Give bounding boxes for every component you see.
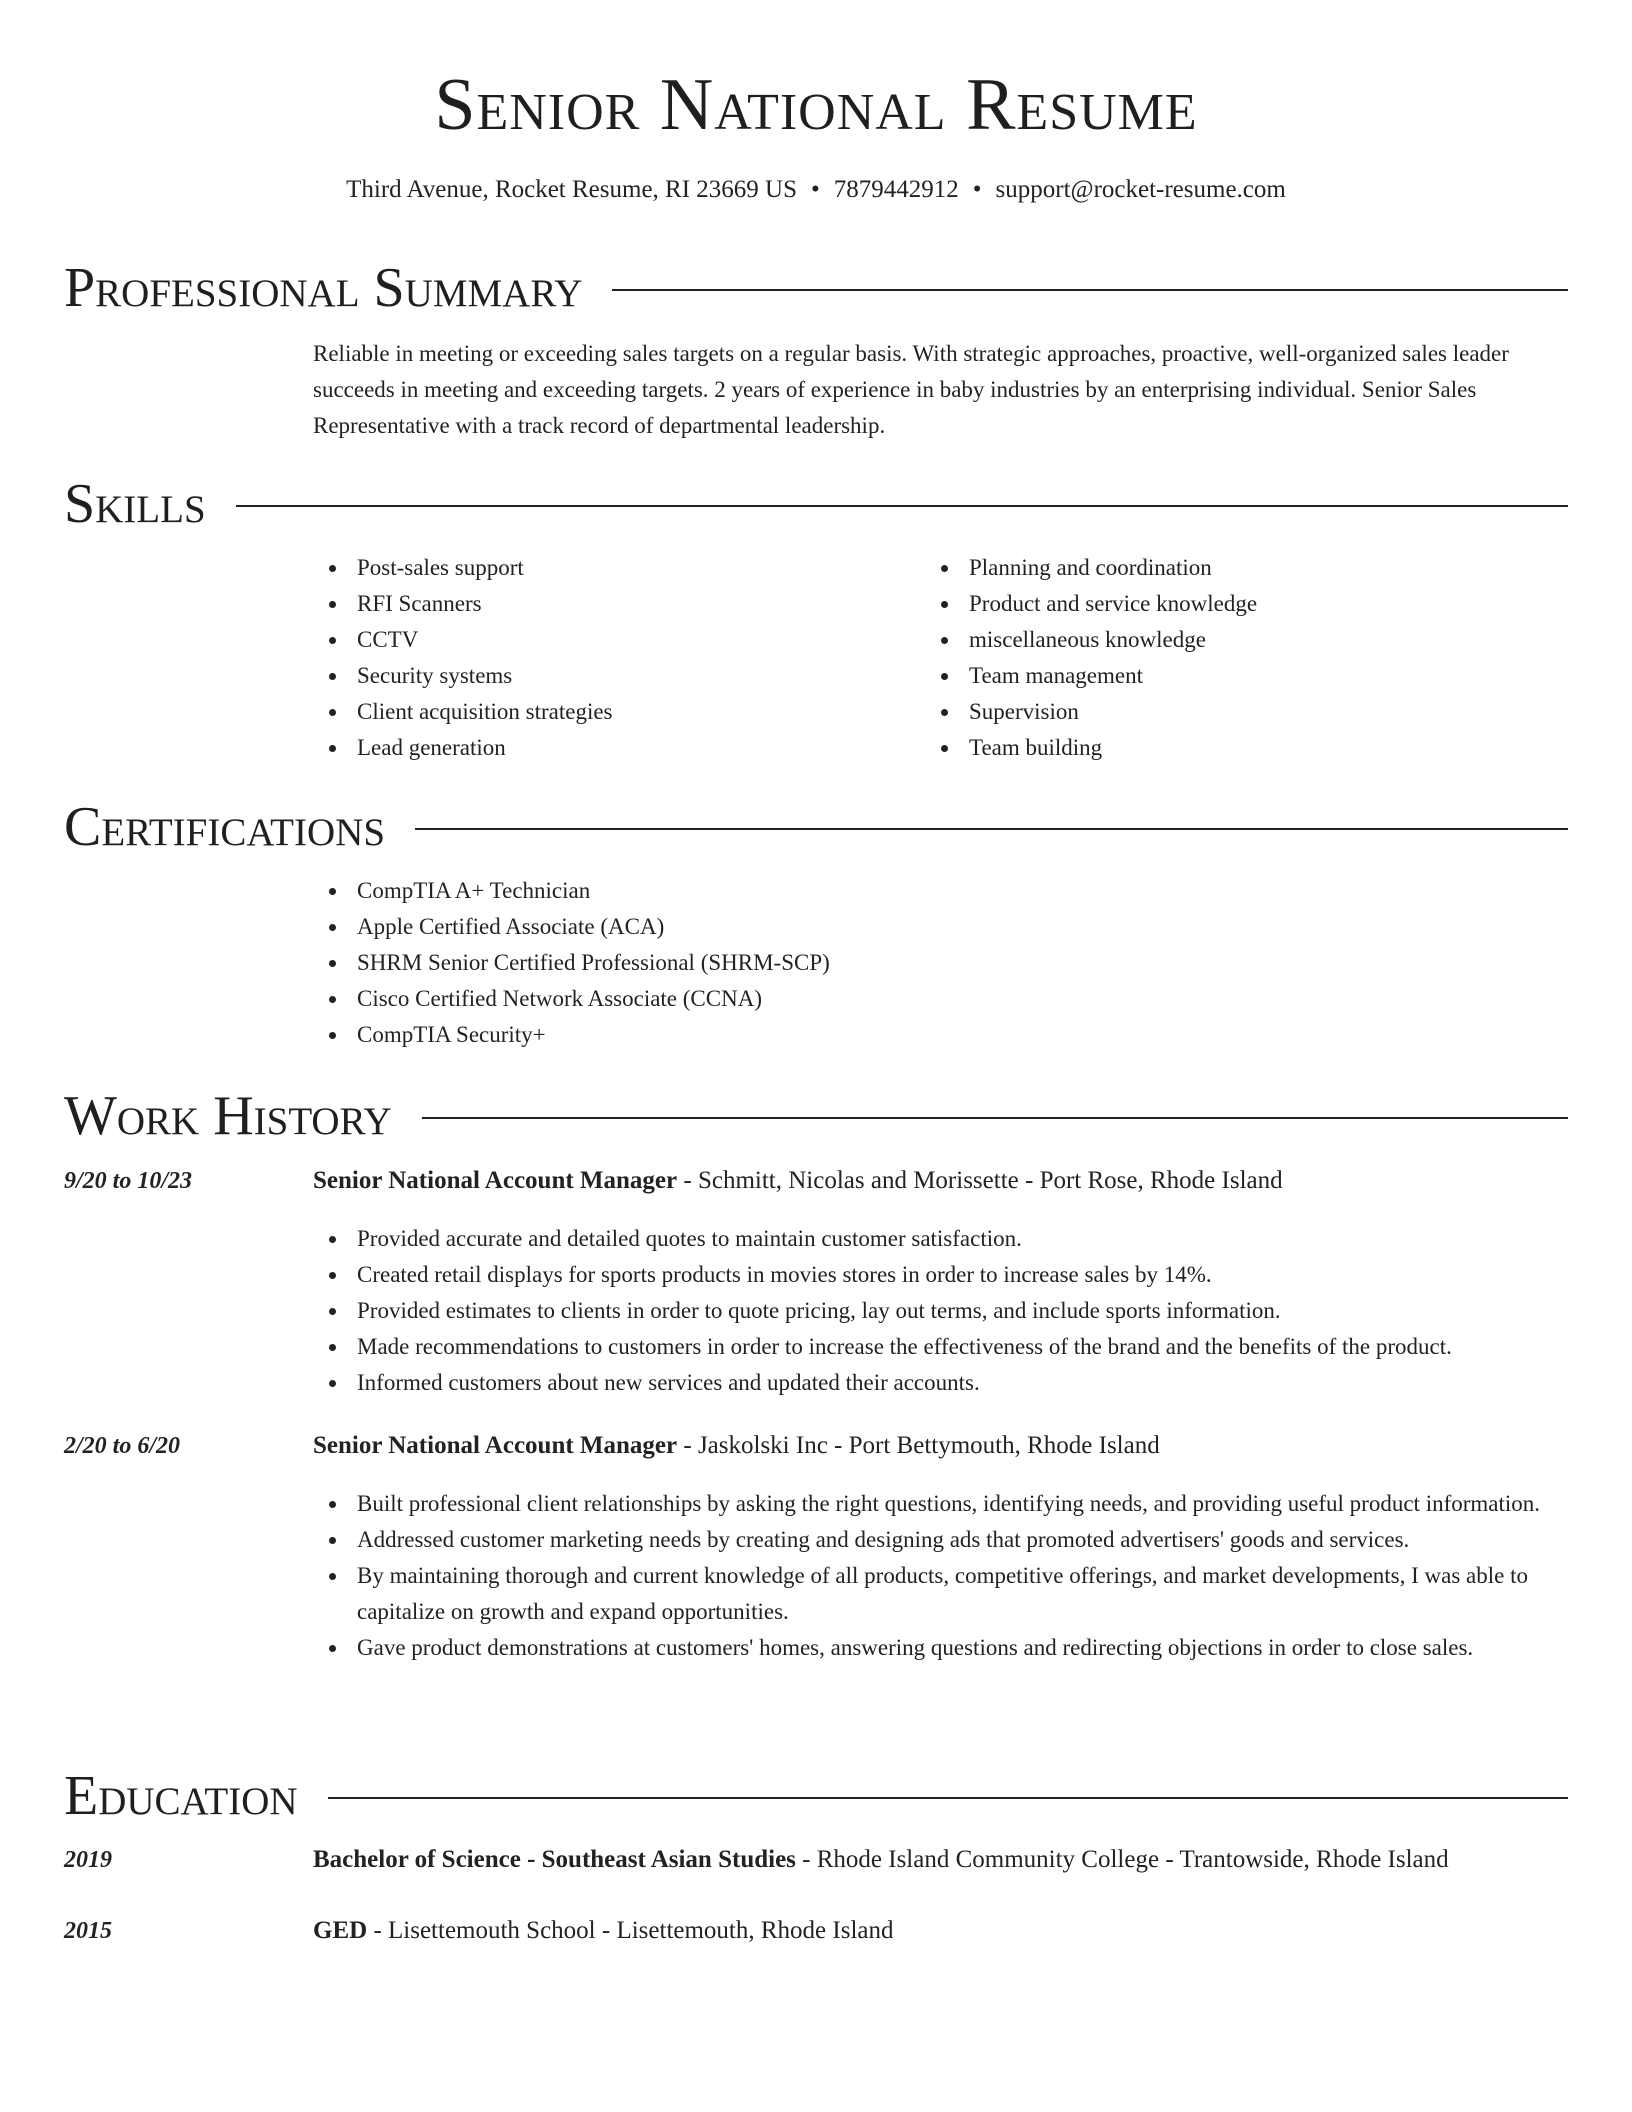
skill-item: Supervision	[925, 694, 1565, 730]
education-school-location: - Rhode Island Community College - Trantowside, Rhode Island	[795, 1846, 1449, 1873]
job-duty-item: By maintaining thorough and current knowledge of all products, competitive offerings, and market developments, I was able to capitalize on growth and expand opportunities.	[313, 1558, 1568, 1630]
job-title: Senior National Account Manager	[313, 1167, 678, 1194]
job-heading	[313, 1428, 1568, 1464]
resume-name: Senior National Resume	[434, 64, 1198, 146]
certification-item: SHRM Senior Certified Professional (SHRM-SCP)	[313, 945, 1568, 981]
skill-item: Team building	[925, 730, 1565, 766]
job-heading	[313, 1163, 1568, 1199]
section-divider	[422, 1117, 1568, 1119]
section-divider	[612, 289, 1568, 291]
section-title-education: Education	[64, 1765, 298, 1827]
section-divider	[415, 828, 1568, 830]
certification-item: CompTIA Security+	[313, 1017, 1568, 1053]
contact-line	[0, 172, 1632, 208]
job-duties-list	[313, 1486, 1568, 1666]
section-header-education	[64, 1763, 1568, 1829]
job-duty-item: Informed customers about new services and updated their accounts.	[313, 1365, 1568, 1401]
section-header-work-history	[64, 1083, 1568, 1149]
skill-item: Client acquisition strategies	[313, 694, 913, 730]
contact-email[interactable]: support@rocket-resume.com	[995, 176, 1286, 203]
education-year: 2015	[64, 1918, 112, 1944]
job-dates: 9/20 to 10/23	[64, 1168, 193, 1194]
contact-separator: •	[972, 176, 982, 203]
section-title-certifications: Certifications	[64, 796, 386, 858]
skill-item: Security systems	[313, 658, 913, 694]
section-divider	[328, 1797, 1568, 1799]
section-title-summary: Professional Summary	[64, 257, 583, 319]
certification-item: Cisco Certified Network Associate (CCNA)	[313, 981, 1568, 1017]
section-divider	[236, 505, 1568, 507]
job-duty-item: Addressed customer marketing needs by creating and designing ads that promoted advertisers' goods and services.	[313, 1522, 1568, 1558]
job-duties-list	[313, 1221, 1568, 1401]
education-degree: GED	[313, 1917, 368, 1944]
education-school-location: - Lisettemouth School - Lisettemouth, Rhode Island	[367, 1917, 894, 1944]
summary-text: Reliable in meeting or exceeding sales targets on a regular basis. With strategic approaches, proactive, well-organized sales leader succeeds in meeting and exceeding targets. 2 years of experience in baby industries by an enterprising individual. Senior Sales Representative with a track record of departmental leadership.	[313, 341, 1509, 438]
section-header-certifications	[64, 794, 1568, 860]
job-duty-item: Gave product demonstrations at customers' homes, answering questions and redirecting objections in order to close sales.	[313, 1630, 1568, 1666]
job-company-location: - Jaskolski Inc - Port Bettymouth, Rhode Island	[677, 1432, 1160, 1459]
job-duty-item: Made recommendations to customers in order to increase the effectiveness of the brand and the benefits of the product.	[313, 1329, 1568, 1365]
skill-item: CCTV	[313, 622, 913, 658]
job-title: Senior National Account Manager	[313, 1432, 678, 1459]
job-duty-item: Created retail displays for sports products in movies stores in order to increase sales by 14%.	[313, 1257, 1568, 1293]
skill-item: Product and service knowledge	[925, 586, 1565, 622]
education-entry	[313, 1842, 1568, 1878]
skills-list-right	[925, 550, 1565, 766]
job-duty-item: Provided estimates to clients in order to quote pricing, lay out terms, and include sports information.	[313, 1293, 1568, 1329]
section-title-skills: Skills	[64, 473, 206, 535]
skill-item: Lead generation	[313, 730, 913, 766]
education-degree: Bachelor of Science - Southeast Asian Studies	[313, 1846, 796, 1873]
section-header-skills	[64, 471, 1568, 537]
job-company-location: - Schmitt, Nicolas and Morissette - Port Rose, Rhode Island	[677, 1167, 1283, 1194]
skill-item: Planning and coordination	[925, 550, 1565, 586]
certification-item: CompTIA A+ Technician	[313, 873, 1568, 909]
contact-separator: •	[811, 176, 820, 203]
job-duty-item: Provided accurate and detailed quotes to maintain customer satisfaction.	[313, 1221, 1568, 1257]
skill-item: Team management	[925, 658, 1565, 694]
certification-item: Apple Certified Associate (ACA)	[313, 909, 1568, 945]
job-duty-item: Built professional client relationships by asking the right questions, identifying needs, and providing useful product information.	[313, 1486, 1568, 1522]
skill-item: RFI Scanners	[313, 586, 913, 622]
education-year: 2019	[64, 1847, 112, 1873]
education-entry	[313, 1913, 1568, 1949]
contact-address: Third Avenue, Rocket Resume, RI 23669 US	[346, 176, 798, 203]
contact-phone: 7879442912	[833, 176, 959, 203]
skills-list-left	[313, 550, 913, 766]
job-dates: 2/20 to 6/20	[64, 1433, 181, 1459]
certifications-list	[313, 873, 1568, 1053]
skill-item: Post-sales support	[313, 550, 913, 586]
skill-item: miscellaneous knowledge	[925, 622, 1565, 658]
section-header-summary	[64, 255, 1568, 321]
section-title-work-history: Work History	[64, 1085, 392, 1147]
